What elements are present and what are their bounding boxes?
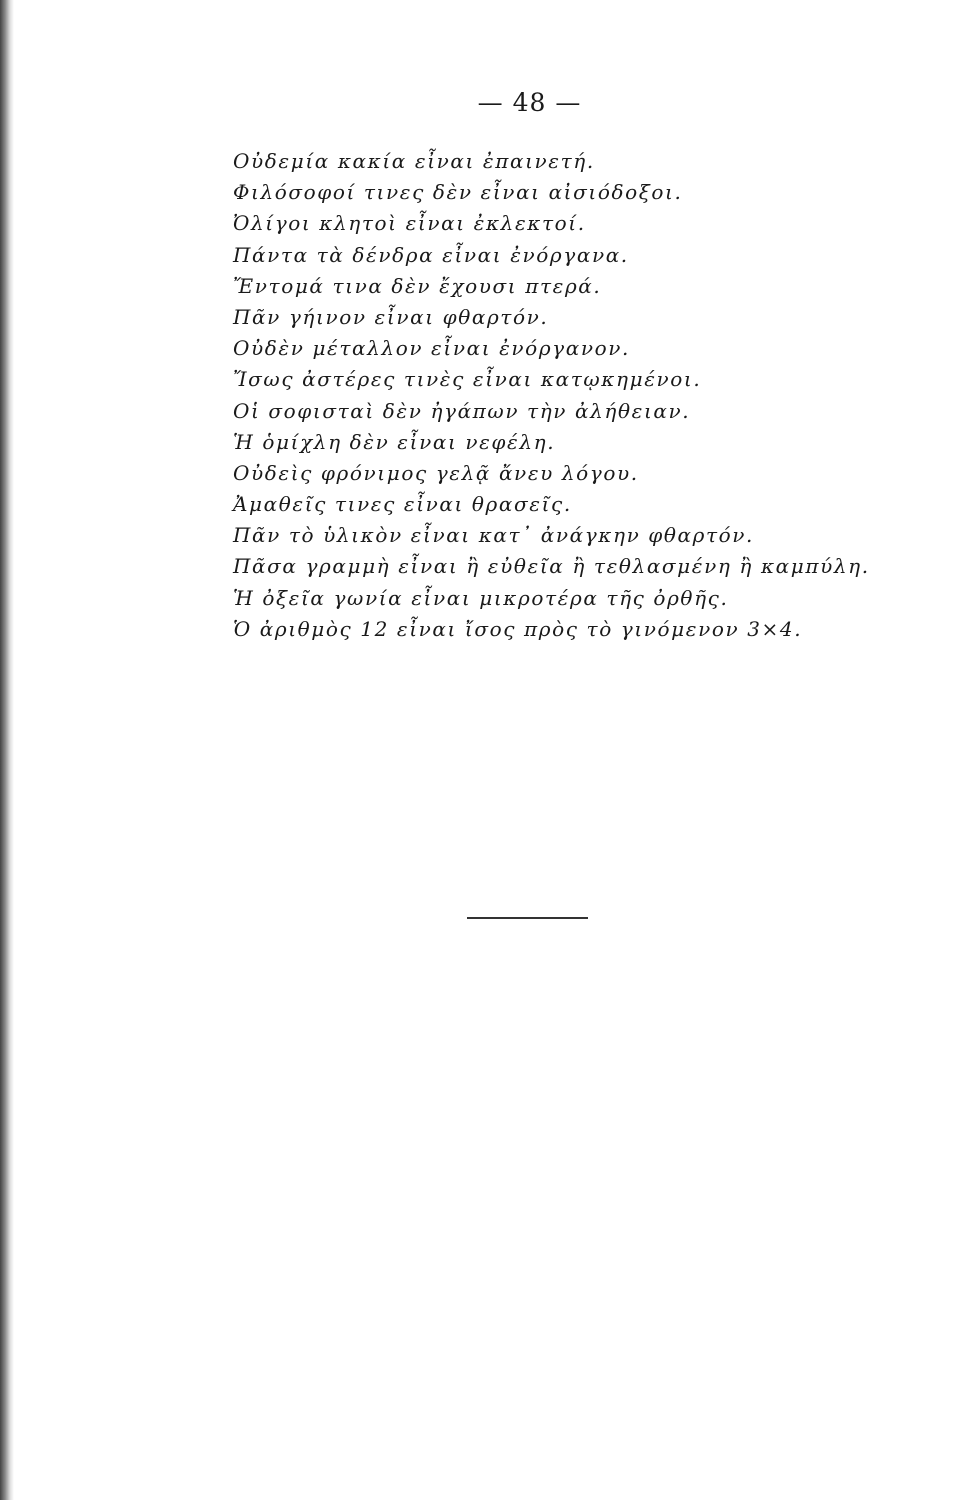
sentence-line: Οὐδεμία κακία εἶναι ἐπαινετή. <box>233 149 595 173</box>
sentence-line: Ἔντομά τινα δὲν ἔχουσι πτερά. <box>233 273 602 298</box>
sentence-line: Οὐδεὶς φρόνιμος γελᾷ ἄνευ λόγου. <box>233 460 639 485</box>
page-number: — 48 — <box>477 88 582 117</box>
sentence-line: Οὐδὲν μέταλλον εἶναι ἐνόργανον. <box>233 336 630 361</box>
sentence-line: Πᾶσα γραμμὴ εἶναι ἢ εὐθεῖα ἢ τεθλασμένη ἢ καμπύλη. <box>233 554 870 579</box>
sentence-line: Οἱ σοφισταὶ δὲν ἠγάπων τὴν ἀλήθειαν. <box>233 398 691 423</box>
page-edge-shadow <box>0 0 14 1500</box>
section-divider <box>467 917 588 919</box>
sentence-line: Ὁ ἀριθμὸς 12 εἶναι ἴσος πρὸς τὸ γινόμενον 3×4. <box>233 616 803 641</box>
sentence-line: Ἡ ὀξεῖα γωνία εἶναι μικροτέρα τῆς ὀρθῆς. <box>233 585 729 610</box>
sentence-list <box>233 146 870 645</box>
sentence-line: Ἡ ὁμίχλη δὲν εἶναι νεφέλη. <box>233 429 556 454</box>
sentence-line: Ἴσως ἀστέρες τινὲς εἶναι κατῳκημένοι. <box>233 367 702 392</box>
sentence-line: Πᾶν τὸ ὑλικὸν εἶναι κατ᾽ ἀνάγκην φθαρτόν. <box>233 523 755 548</box>
sentence-line: Φιλόσοφοί τινες δὲν εἶναι αἰσιόδοξοι. <box>233 180 683 205</box>
sentence-line: Ἀμαθεῖς τινες εἶναι θρασεῖς. <box>233 492 572 517</box>
sentence-line: Ὀλίγοι κλητοὶ εἶναι ἐκλεκτοί. <box>233 211 586 236</box>
sentence-line: Πάντα τὰ δένδρα εἶναι ἐνόργανα. <box>233 242 629 267</box>
sentence-line: Πᾶν γήινον εἶναι φθαρτόν. <box>233 304 549 329</box>
